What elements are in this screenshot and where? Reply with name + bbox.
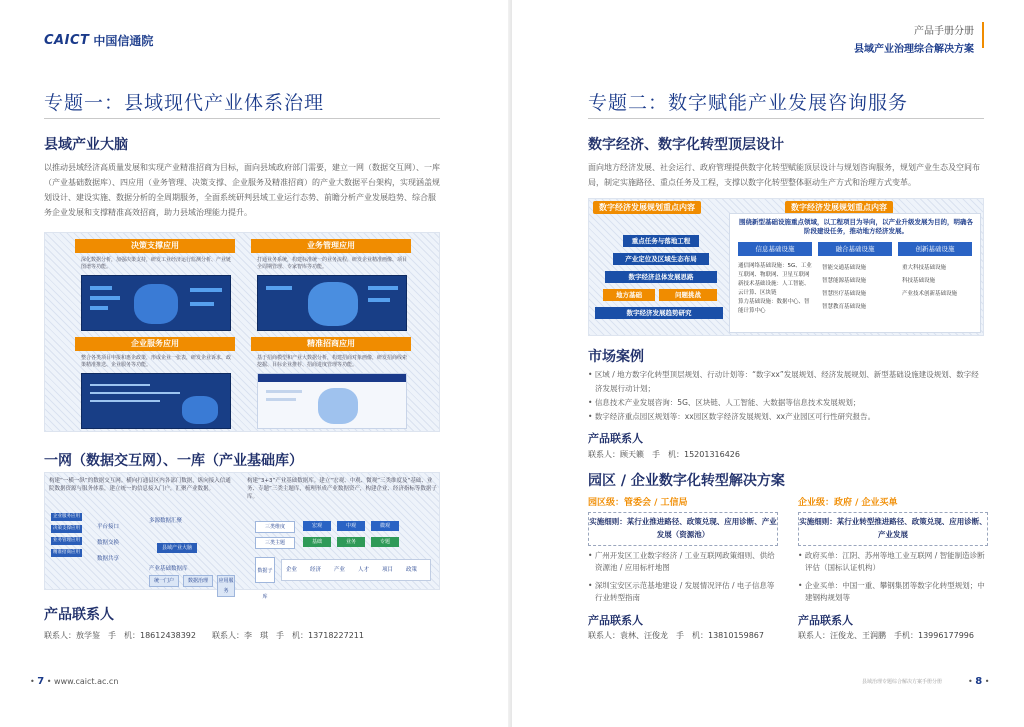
infra-col-3 — [902, 262, 974, 301]
right-page — [512, 0, 1024, 727]
lib-item: 微观 — [371, 521, 399, 531]
lib-row-label: 三类维度 — [255, 521, 295, 533]
market-item: • 区域 / 地方数字化转型顶层规划、行动计划等：“数字xx”发展规划、经济发展规划、新型基础设施建设规划、数字经济发展行动计划； — [588, 370, 979, 393]
contact-right-1: 联系人：顾天籁 手 机：15201316426 — [588, 450, 740, 459]
planning-diagram — [588, 198, 984, 336]
infra-item: 智慧医疗基础设施 — [822, 291, 867, 297]
diagram-right-title: 数字经济发展规划重点内容 — [785, 201, 893, 214]
step-item: 重点任务与落地工程 — [623, 235, 699, 247]
enterprise-screenshot — [81, 373, 231, 429]
lib-description: 构建“3+3”产业基础数据库。建立“宏观、中观、微观”三类维度及“基础、业务、专题”三类主题库，梳理形成产业数据资产，构建企业、经济指标等数据子库。 — [247, 478, 437, 500]
lib-row-label: 三类主题 — [255, 537, 295, 549]
infra-table — [729, 213, 981, 333]
contacts-left: 联系人：敖学鉴 手 机：18612438392 联系人：李 琪 手 机：13718227211 — [44, 631, 364, 640]
lib-item: 基础 — [303, 537, 331, 547]
step-item: 数字经济发展趋势研究 — [595, 307, 723, 319]
lib-sub-item: 产业 — [334, 567, 346, 573]
park-item: • 广州开发区工业数字经济 / 工业互联网政策细则、供给资源池 / 应用标杆地图 — [588, 551, 775, 572]
caict-logo — [44, 32, 153, 49]
topic-title-1: 专题一：县域现代产业体系治理 — [44, 92, 325, 114]
section-title-net-lib: 一网（数据交互网）、一库（产业基础库） — [44, 453, 303, 469]
footer-doc-name: 县域治理专题综合解决方案手册分册 — [862, 679, 943, 685]
infra-item: 智慧教育基础设施 — [822, 304, 867, 310]
header-line-1: 产品手册分册 — [914, 26, 974, 37]
page-number-value: 7 — [37, 676, 45, 687]
topic-rule-2 — [588, 118, 984, 119]
card-title-investment: 精准招商应用 — [251, 337, 411, 351]
infra-col-1 — [738, 262, 812, 316]
section-title-park-enterprise: 园区 / 企业数字化转型解决方案 — [588, 473, 785, 489]
applications-panel — [44, 232, 440, 432]
market-case-list — [588, 368, 986, 424]
infra-col-2 — [822, 262, 894, 314]
page-number-right: • 8 • — [968, 676, 990, 687]
top-design-body: 面向地方经济发展、社会运行、政府管理提供数字化转型赋能顶层设计与规划咨询服务，规划产业生态及空间布局，制定实施路径、重点任务及工程，支撑以数字化转型整体驱动生产方式和治理方式变革。 — [588, 163, 980, 187]
flow-node: 数据交换 — [97, 540, 120, 546]
lib-sub-label: 数据子库 — [255, 557, 275, 583]
logo-cn: 中国信通院 — [93, 34, 154, 48]
flow-node: 决策支撑应用 — [53, 526, 80, 531]
infra-item: 新技术基础设施：人工智能、云计算、区块链 — [738, 281, 810, 296]
contact-right-2b: 联系人：汪俊龙、王润鹏 手机：13996177996 — [798, 631, 974, 640]
market-item: • 信息技术产业发展咨询：5G、区块链、人工智能、大数据等信息技术发展规划； — [588, 398, 861, 407]
market-item: • 数字经济重点园区规划等：xx园区数字经济发展规划、xx产业园区可行性研究报告。 — [588, 412, 876, 421]
step-item: 数字经济总体发展思路 — [605, 271, 717, 283]
contact-right-2a: 联系人：袁林、汪俊龙 手 机：13810159867 — [588, 631, 764, 640]
investment-screenshot — [257, 373, 407, 429]
infra-item: 智慧能源基础设施 — [822, 278, 867, 284]
flow-center: 县域产业大脑 — [157, 543, 197, 553]
infra-heading: 围绕新型基础设施重点领域，以工程项目为导向，以产业升级发展为目的，明确各阶段建设任务，推动地方经济发展。 — [739, 218, 973, 235]
infra-item: 重大科技基础设施 — [902, 265, 947, 271]
header-accent-bar — [982, 22, 984, 48]
page-number-left: • 7 • www.caict.ac.cn — [30, 676, 119, 687]
logo-mark: CAICT — [44, 33, 90, 48]
lib-item: 中观 — [337, 521, 365, 531]
enterprise-item: • 企业买单：中国一重、攀钢集团等数字化转型规划；中建钢构规划等 — [798, 581, 985, 602]
card-text-investment: 基于招商模型和产业大数据分析，构建招商对象画像，研发招商线索挖掘、目标企业推荐、招商进度管理等功能。 — [257, 355, 408, 368]
contact-title-right-2: 产品联系人 — [588, 614, 643, 627]
contact-title-right-1: 产品联系人 — [588, 432, 643, 445]
flow-node: 数据治理 — [183, 575, 213, 587]
enterprise-item: • 政府买单：江阴、苏州等地工业互联网 / 智能制造诊断评估（国标认证机构） — [798, 551, 985, 572]
section-title-market: 市场案例 — [588, 349, 644, 365]
flow-node: 多源数据汇聚 — [149, 518, 183, 524]
lib-item: 宏观 — [303, 521, 331, 531]
net-description: 构建“一横一纵”的数据交互网。横向打通县区内各部门数据，纵向接入信通院数据资源与服务体系，建立统一的信息接入门户，汇聚产业数据。 — [49, 478, 231, 492]
county-brain-body: 以推动县域经济高质量发展和实现产业精准招商为目标，面向县域政府部门需要，建立一网（数据交互网）、一库（产业基础数据库）、四应用（业务管理、决策支撑、企业服务及精准招商）的产业大数据平台架构，实现涵盖规划设计、建设实施、数据分析的全周期服务，全面系统研判县域工业运行态势、前瞻分析产业发展趋势、综合服务企业发展和支撑精准高效招商，助力县域治理能力提升。 — [44, 163, 440, 217]
lib-sub-item: 项目 — [382, 567, 394, 573]
infra-item: 产业技术创新基础设施 — [902, 291, 958, 297]
infra-item: 算力基础设施：数据中心、智能计算中心 — [738, 299, 810, 314]
lib-item: 业务 — [337, 537, 365, 547]
lib-sub-item: 经济 — [310, 567, 322, 573]
topic-title-2: 专题二：数字赋能产业发展咨询服务 — [588, 92, 909, 114]
card-text-enterprise: 整合各类项目申报和惠企政策，形成企业一张表，研发企业诉求、政策精准推送、企业服务等功能。 — [81, 355, 232, 368]
section-title-top-design: 数字经济、数字化转型顶层设计 — [588, 137, 784, 153]
lib-sub-item: 人才 — [358, 567, 370, 573]
card-title-decision: 决策支撑应用 — [75, 239, 235, 253]
flow-node: 数据共享 — [97, 556, 120, 562]
page-number-value: 8 — [975, 676, 983, 687]
lib-item: 专题 — [371, 537, 399, 547]
infra-item: 科技基础设施 — [902, 278, 936, 284]
infra-pill: 融合基础设施 — [818, 242, 892, 256]
park-item: • 深圳宝安区示范基地建设 / 发展情况评估 / 电子信息等行业转型指南 — [588, 581, 775, 602]
enterprise-case-list — [798, 550, 990, 604]
flow-node: 应用服务 — [217, 575, 235, 597]
card-title-business: 业务管理应用 — [251, 239, 411, 253]
section-title-county-brain: 县域产业大脑 — [44, 137, 128, 153]
infra-pill: 创新基础设施 — [898, 242, 972, 256]
contact-title-left: 产品联系人 — [44, 607, 114, 623]
business-screenshot — [257, 275, 407, 331]
flow-node: 统一门户 — [149, 575, 179, 587]
infra-item: 智能交通基础设施 — [822, 265, 867, 271]
card-title-enterprise: 企业服务应用 — [75, 337, 235, 351]
website: www.caict.ac.cn — [54, 677, 119, 686]
lib-sub-item: 企业 — [286, 567, 298, 573]
lib-sub-item: 政策 — [406, 567, 418, 573]
lib-sub-box — [281, 559, 431, 581]
enterprise-level-label: 企业级：政府 / 企业买单 — [798, 498, 898, 508]
park-level-label: 园区级：管委会 / 工信局 — [588, 498, 688, 508]
card-text-business: 打通业务系统，构建标准统一的业务流程，研发企业精准画像、项目全周期管理、专家智库等功能。 — [257, 257, 408, 270]
infra-item: 通信网络基础设施：5G、工业互联网、物联网、卫星互联网 — [738, 263, 812, 278]
step-item: 问题挑战 — [659, 289, 717, 301]
flow-node: 产业基础数据库 — [149, 566, 188, 572]
flow-node: 平台接口 — [97, 524, 120, 530]
step-item: 地方基础 — [603, 289, 655, 301]
topic-rule-1 — [44, 118, 440, 119]
manual-header — [854, 22, 974, 55]
park-case-list — [588, 550, 780, 604]
park-detail-box: 实施细则：某行业推进路径、政策兑现、应用诊断、产业发展（资源池） — [588, 512, 778, 546]
diagram-left-title: 数字经济发展规划重点内容 — [593, 201, 701, 214]
step-item: 产业定位及区域生态布局 — [613, 253, 709, 265]
decision-screenshot — [81, 275, 231, 331]
flow-node: 业务管理应用 — [53, 538, 80, 543]
net-lib-panel — [44, 472, 440, 600]
enterprise-detail-box: 实施细则：某行业转型推进路径、政策兑现、应用诊断、产业发展 — [798, 512, 988, 546]
contact-title-right-3: 产品联系人 — [798, 614, 853, 627]
flow-node: 企业服务应用 — [53, 514, 80, 519]
header-line-2: 县域产业治理综合解决方案 — [854, 44, 974, 55]
flow-node: 精准招商应用 — [53, 550, 80, 555]
card-text-decision: 深化数据分析，加强决策支持，研发工业经济运行监测分析、产业链图谱等功能。 — [81, 257, 232, 270]
infra-pill: 信息基础设施 — [738, 242, 812, 256]
